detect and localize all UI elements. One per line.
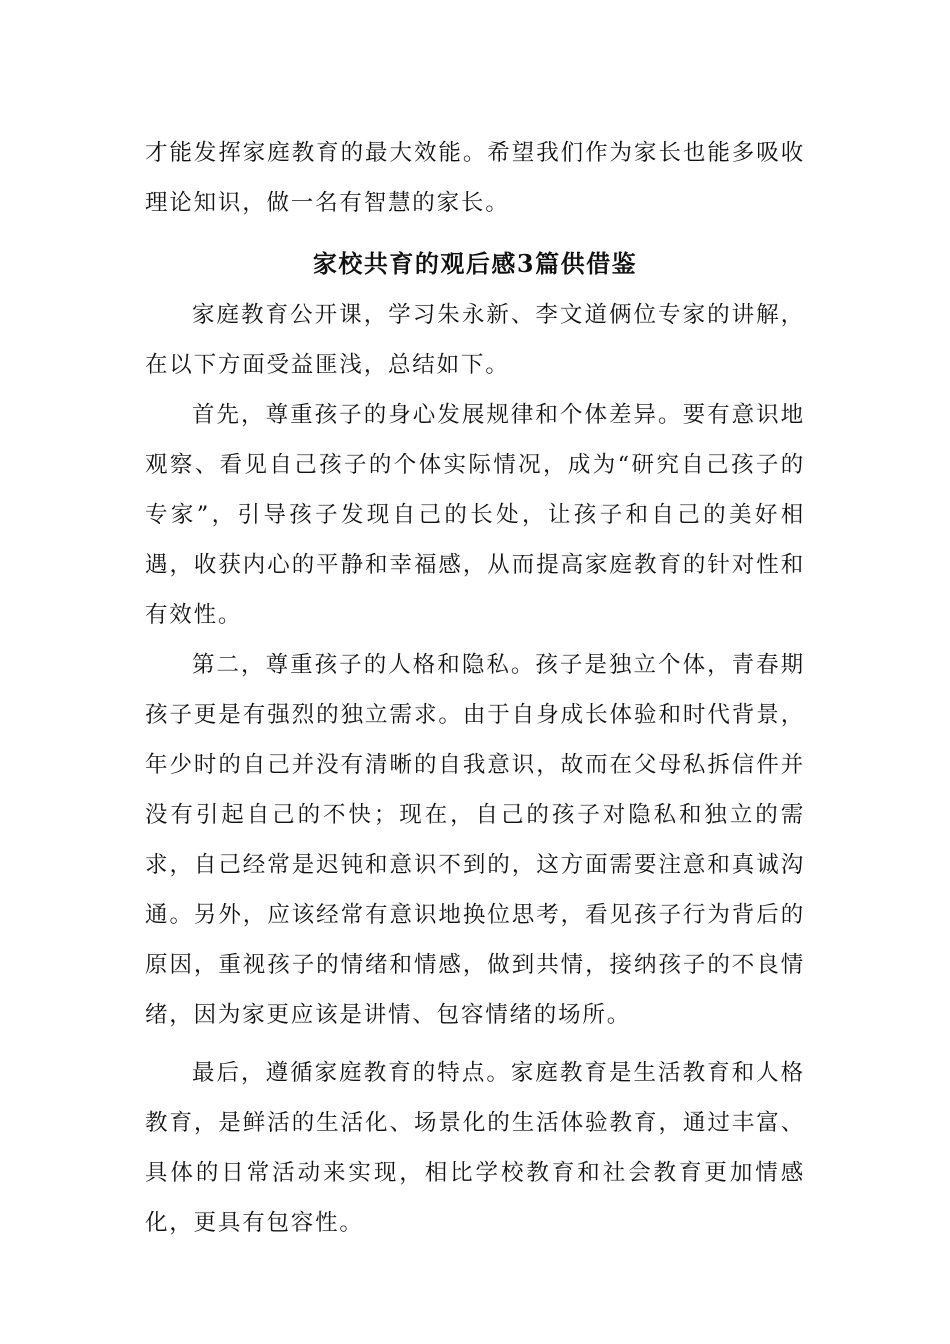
- document-body: [145, 128, 805, 1248]
- paragraph-last: 最后，遵循家庭教育的特点。家庭教育是生活教育和人格教育，是鲜活的生活化、场景化的生活体验教育，通过丰富、具体的日常活动来实现，相比学校教育和社会教育更加情感化，更具有包容性。: [145, 1060, 805, 1236]
- intro-continuation-paragraph: 才能发挥家庭教育的最大效能。希望我们作为家长也能多吸收理论知识，做一名有智慧的家长。: [145, 140, 805, 216]
- paragraph-first: 首先，尊重孩子的身心发展规律和个体差异。要有意识地观察、看见自己孩子的个体实际情况，成为“研究自己孩子的专家”，引导孩子发现自己的长处，让孩子和自己的美好相遇，收获内心的平静和幸福感，从而提高家庭教育的针对性和有效性。: [145, 402, 805, 628]
- paragraph-intro: 家庭教育公开课，学习朱永新、李文道俩位专家的讲解，在以下方面受益匪浅，总结如下。: [145, 302, 805, 378]
- spacer: [145, 228, 805, 236]
- paragraph-second: 第二，尊重孩子的人格和隐私。孩子是独立个体，青春期孩子更是有强烈的独立需求。由于自身成长体验和时代背景，年少时的自己并没有清晰的自我意识，故而在父母私拆信件并没有引起自己的不快；现在，自己的孩子对隐私和独立的需求，自己经常是迟钝和意识不到的，这方面需要注意和真诚沟通。另外，应该经常有意识地换位思考，看见孩子行为背后的原因，重视孩子的情绪和情感，做到共情，接纳孩子的不良情绪，因为家更应该是讲情、包容情绪的场所。: [145, 652, 805, 1028]
- spacer: [145, 1040, 805, 1048]
- section-title: 家校共育的观后感3篇供借鉴: [312, 249, 638, 278]
